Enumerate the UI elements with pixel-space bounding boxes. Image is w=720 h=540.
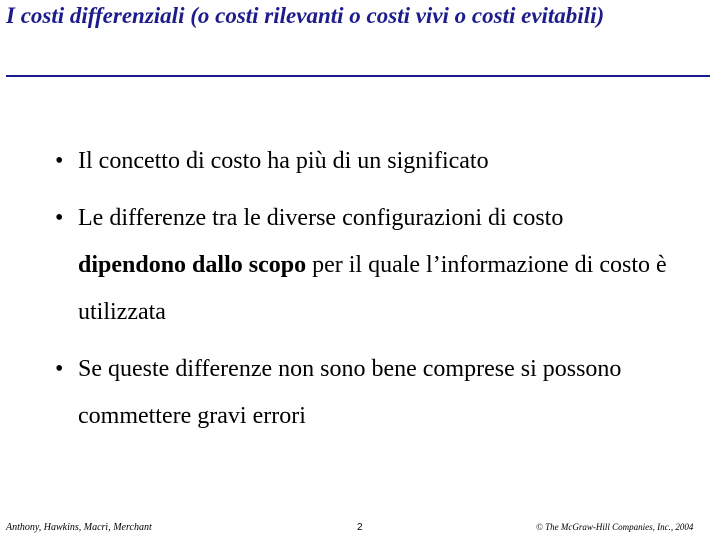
bullet-item	[55, 195, 675, 336]
bullet-marker: •	[55, 356, 64, 382]
footer-authors: Anthony, Hawkins, Macrì, Merchant	[6, 522, 152, 533]
bullet-marker: •	[55, 205, 64, 231]
bullet-text-post: per il quale l’informazione di costo è utilizzata	[78, 252, 667, 325]
bullet-item	[55, 346, 675, 440]
bullet-text-emphasis: dipendono dallo scopo	[78, 252, 307, 278]
bullet-marker: •	[55, 148, 64, 174]
bullet-text-pre: Le differenze tra le diverse configurazioni di costo	[78, 205, 564, 231]
bullet-list	[55, 138, 675, 450]
bullet-text: Se queste differenze non sono bene comprese si possono commettere gravi errori	[78, 356, 622, 429]
slide-title: I costi differenziali (o costi rilevanti o costi vivi o costi evitabili)	[6, 3, 605, 28]
bullet-text: Il concetto di costo ha più di un significato	[78, 148, 489, 174]
bullet-item	[55, 138, 675, 185]
footer-copyright: © The McGraw-Hill Companies, Inc., 2004	[536, 522, 694, 532]
title-divider	[6, 75, 710, 77]
page-number: 2	[357, 522, 363, 533]
